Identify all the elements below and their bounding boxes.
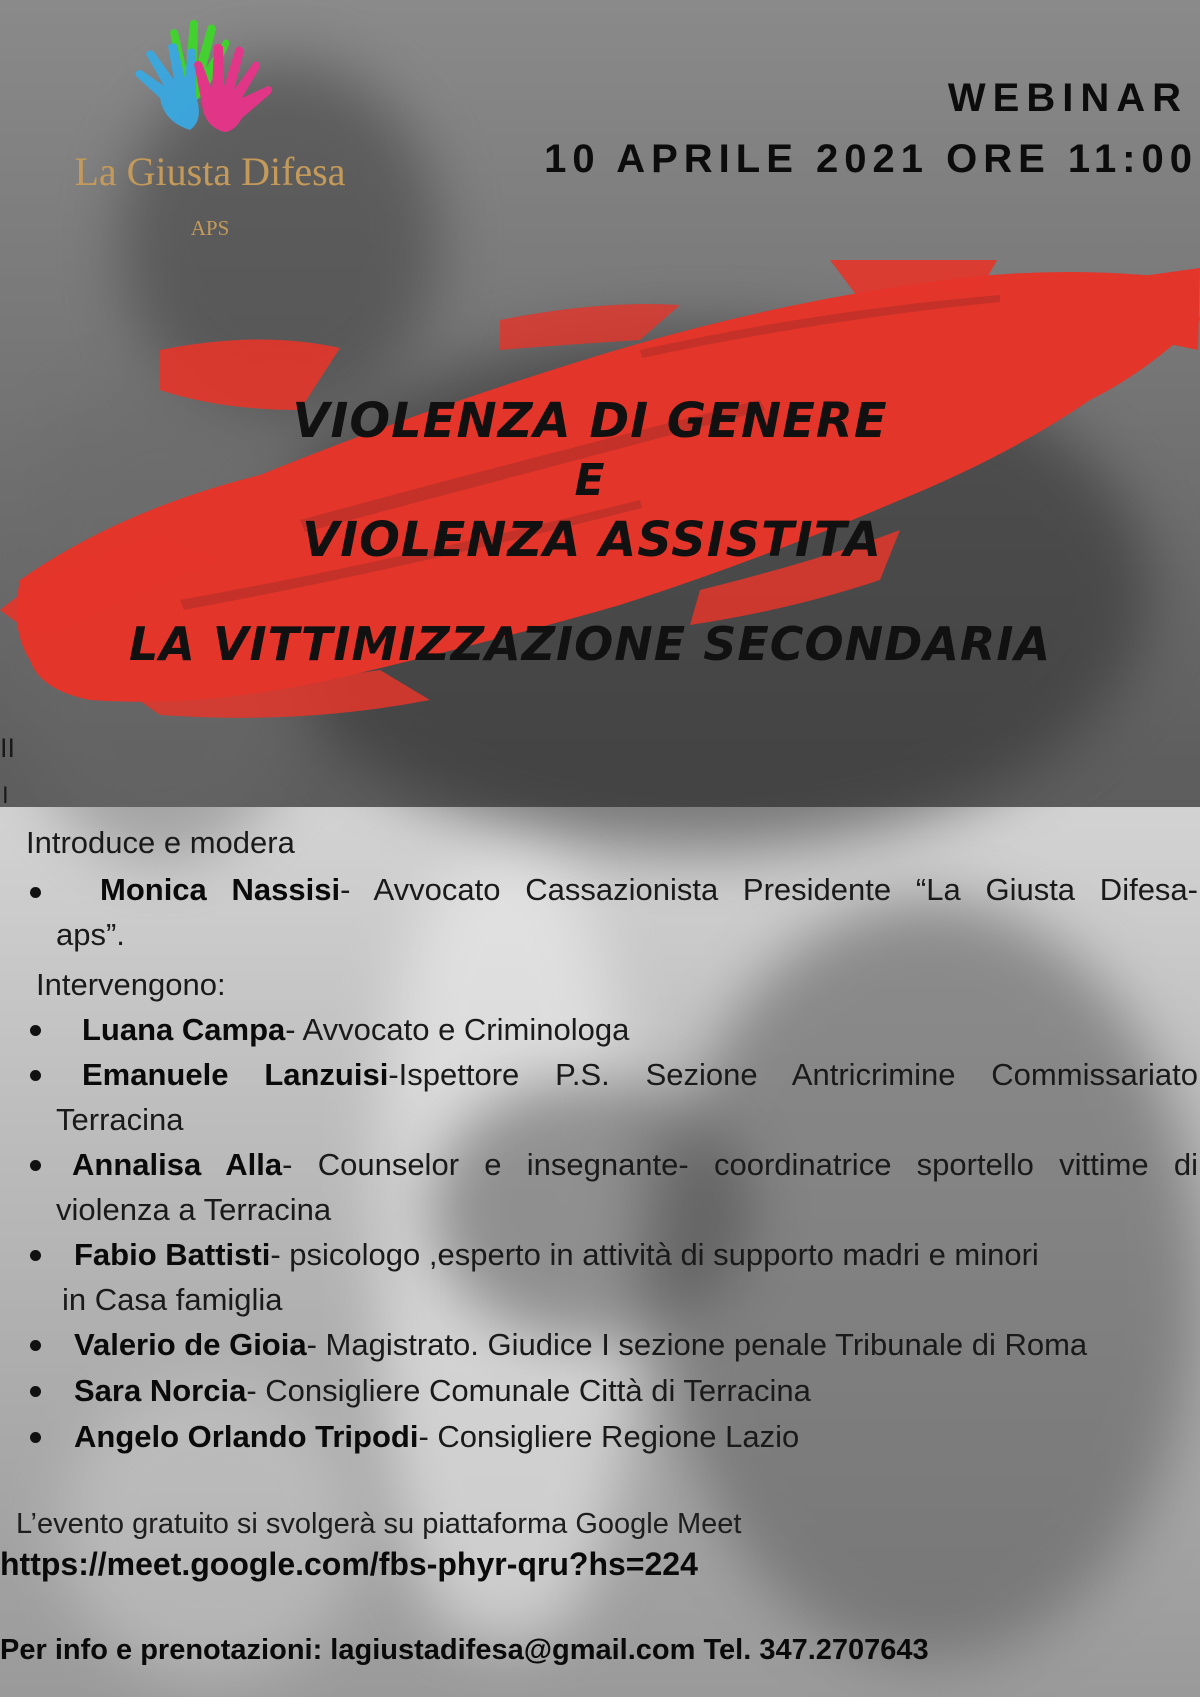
- speaker-name: Luana Campa: [82, 1012, 286, 1047]
- shadow-hand: [430, 1080, 750, 1340]
- speaker-name: Angelo Orlando Tripodi: [74, 1419, 419, 1454]
- bullet-icon: [30, 1160, 41, 1171]
- bullet-icon: [30, 887, 41, 898]
- speaker-item: [74, 1368, 811, 1413]
- speaker-item: [82, 1052, 1198, 1097]
- stray-mark: II: [0, 733, 16, 763]
- speaker-role: -Ispettore P.S. Sezione Antricrimine Commissariato: [388, 1057, 1199, 1092]
- speaker-name: Sara Norcia: [74, 1373, 247, 1408]
- contact-info: Per info e prenotazioni: lagiustadifesa@gmail.com Tel. 347.2707643: [0, 1634, 929, 1666]
- speaker-item: [72, 1142, 1198, 1187]
- speaker-role: - Consigliere Regione Lazio: [418, 1419, 800, 1454]
- speaker-role: - Consigliere Comunale Città di Terracina: [246, 1373, 811, 1408]
- speaker-role: - Counselor e insegnante- coordinatrice sportello vittime di: [282, 1147, 1198, 1182]
- speaker-item: [74, 1232, 1039, 1277]
- shadow-figure: [660, 900, 1200, 1660]
- speaker-name: Fabio Battisti: [74, 1237, 271, 1272]
- hands-logo-icon: [130, 12, 290, 142]
- speaker-item: [82, 1007, 629, 1052]
- bullet-icon: [30, 1070, 41, 1081]
- event-date: 10 APRILE 2021 ORE 11:00: [544, 137, 1198, 181]
- speaker-item: [74, 1322, 1087, 1367]
- speaker-role: - psicologo ,esperto in attività di supporto madri e minori: [270, 1237, 1039, 1272]
- webinar-label: WEBINAR: [947, 76, 1188, 120]
- speaker-name: Annalisa Alla: [72, 1147, 283, 1182]
- speaker-item: [74, 1414, 799, 1459]
- speaker-name: Emanuele Lanzuisi: [82, 1057, 389, 1092]
- speaker-role: - Avvocato e Criminologa: [285, 1012, 630, 1047]
- moderator-role: - Avvocato Cassazionista Presidente “La Giusta Difesa-: [340, 872, 1198, 907]
- speakers-heading: Intervengono:: [36, 967, 226, 1002]
- moderator-heading: Introduce e modera: [26, 825, 295, 860]
- moderator-line: [100, 867, 1198, 912]
- moderator-name: Monica Nassisi: [100, 872, 341, 907]
- moderator-role-cont: aps”.: [56, 917, 125, 952]
- bullet-icon: [30, 1025, 41, 1036]
- speaker-role: - Magistrato. Giudice I sezione penale Tribunale di Roma: [306, 1327, 1088, 1362]
- speaker-name: Valerio de Gioia: [74, 1327, 307, 1362]
- bullet-icon: [30, 1386, 41, 1397]
- speaker-role-cont: Terracina: [56, 1102, 184, 1137]
- bullet-icon: [30, 1340, 41, 1351]
- logo-suffix: APS: [190, 216, 230, 240]
- bullet-icon: [30, 1250, 41, 1261]
- title-line-2: E: [574, 455, 606, 506]
- speaker-role-cont: violenza a Terracina: [56, 1192, 332, 1227]
- logo-name: La Giusta Difesa: [74, 149, 346, 194]
- stray-mark: I: [2, 782, 9, 809]
- title-line-3: VIOLENZA ASSISTITA: [302, 512, 882, 568]
- title-line-1: VIOLENZA DI GENERE: [292, 393, 888, 449]
- meet-link[interactable]: https://meet.google.com/fbs-phyr-qru?hs=224: [0, 1546, 698, 1582]
- speaker-role-cont: in Casa famiglia: [62, 1282, 283, 1317]
- event-info: L’evento gratuito si svolgerà su piattaforma Google Meet: [16, 1508, 742, 1540]
- bullet-icon: [30, 1432, 41, 1443]
- subtitle: LA VITTIMIZZAZIONE SECONDARIA: [128, 617, 1052, 671]
